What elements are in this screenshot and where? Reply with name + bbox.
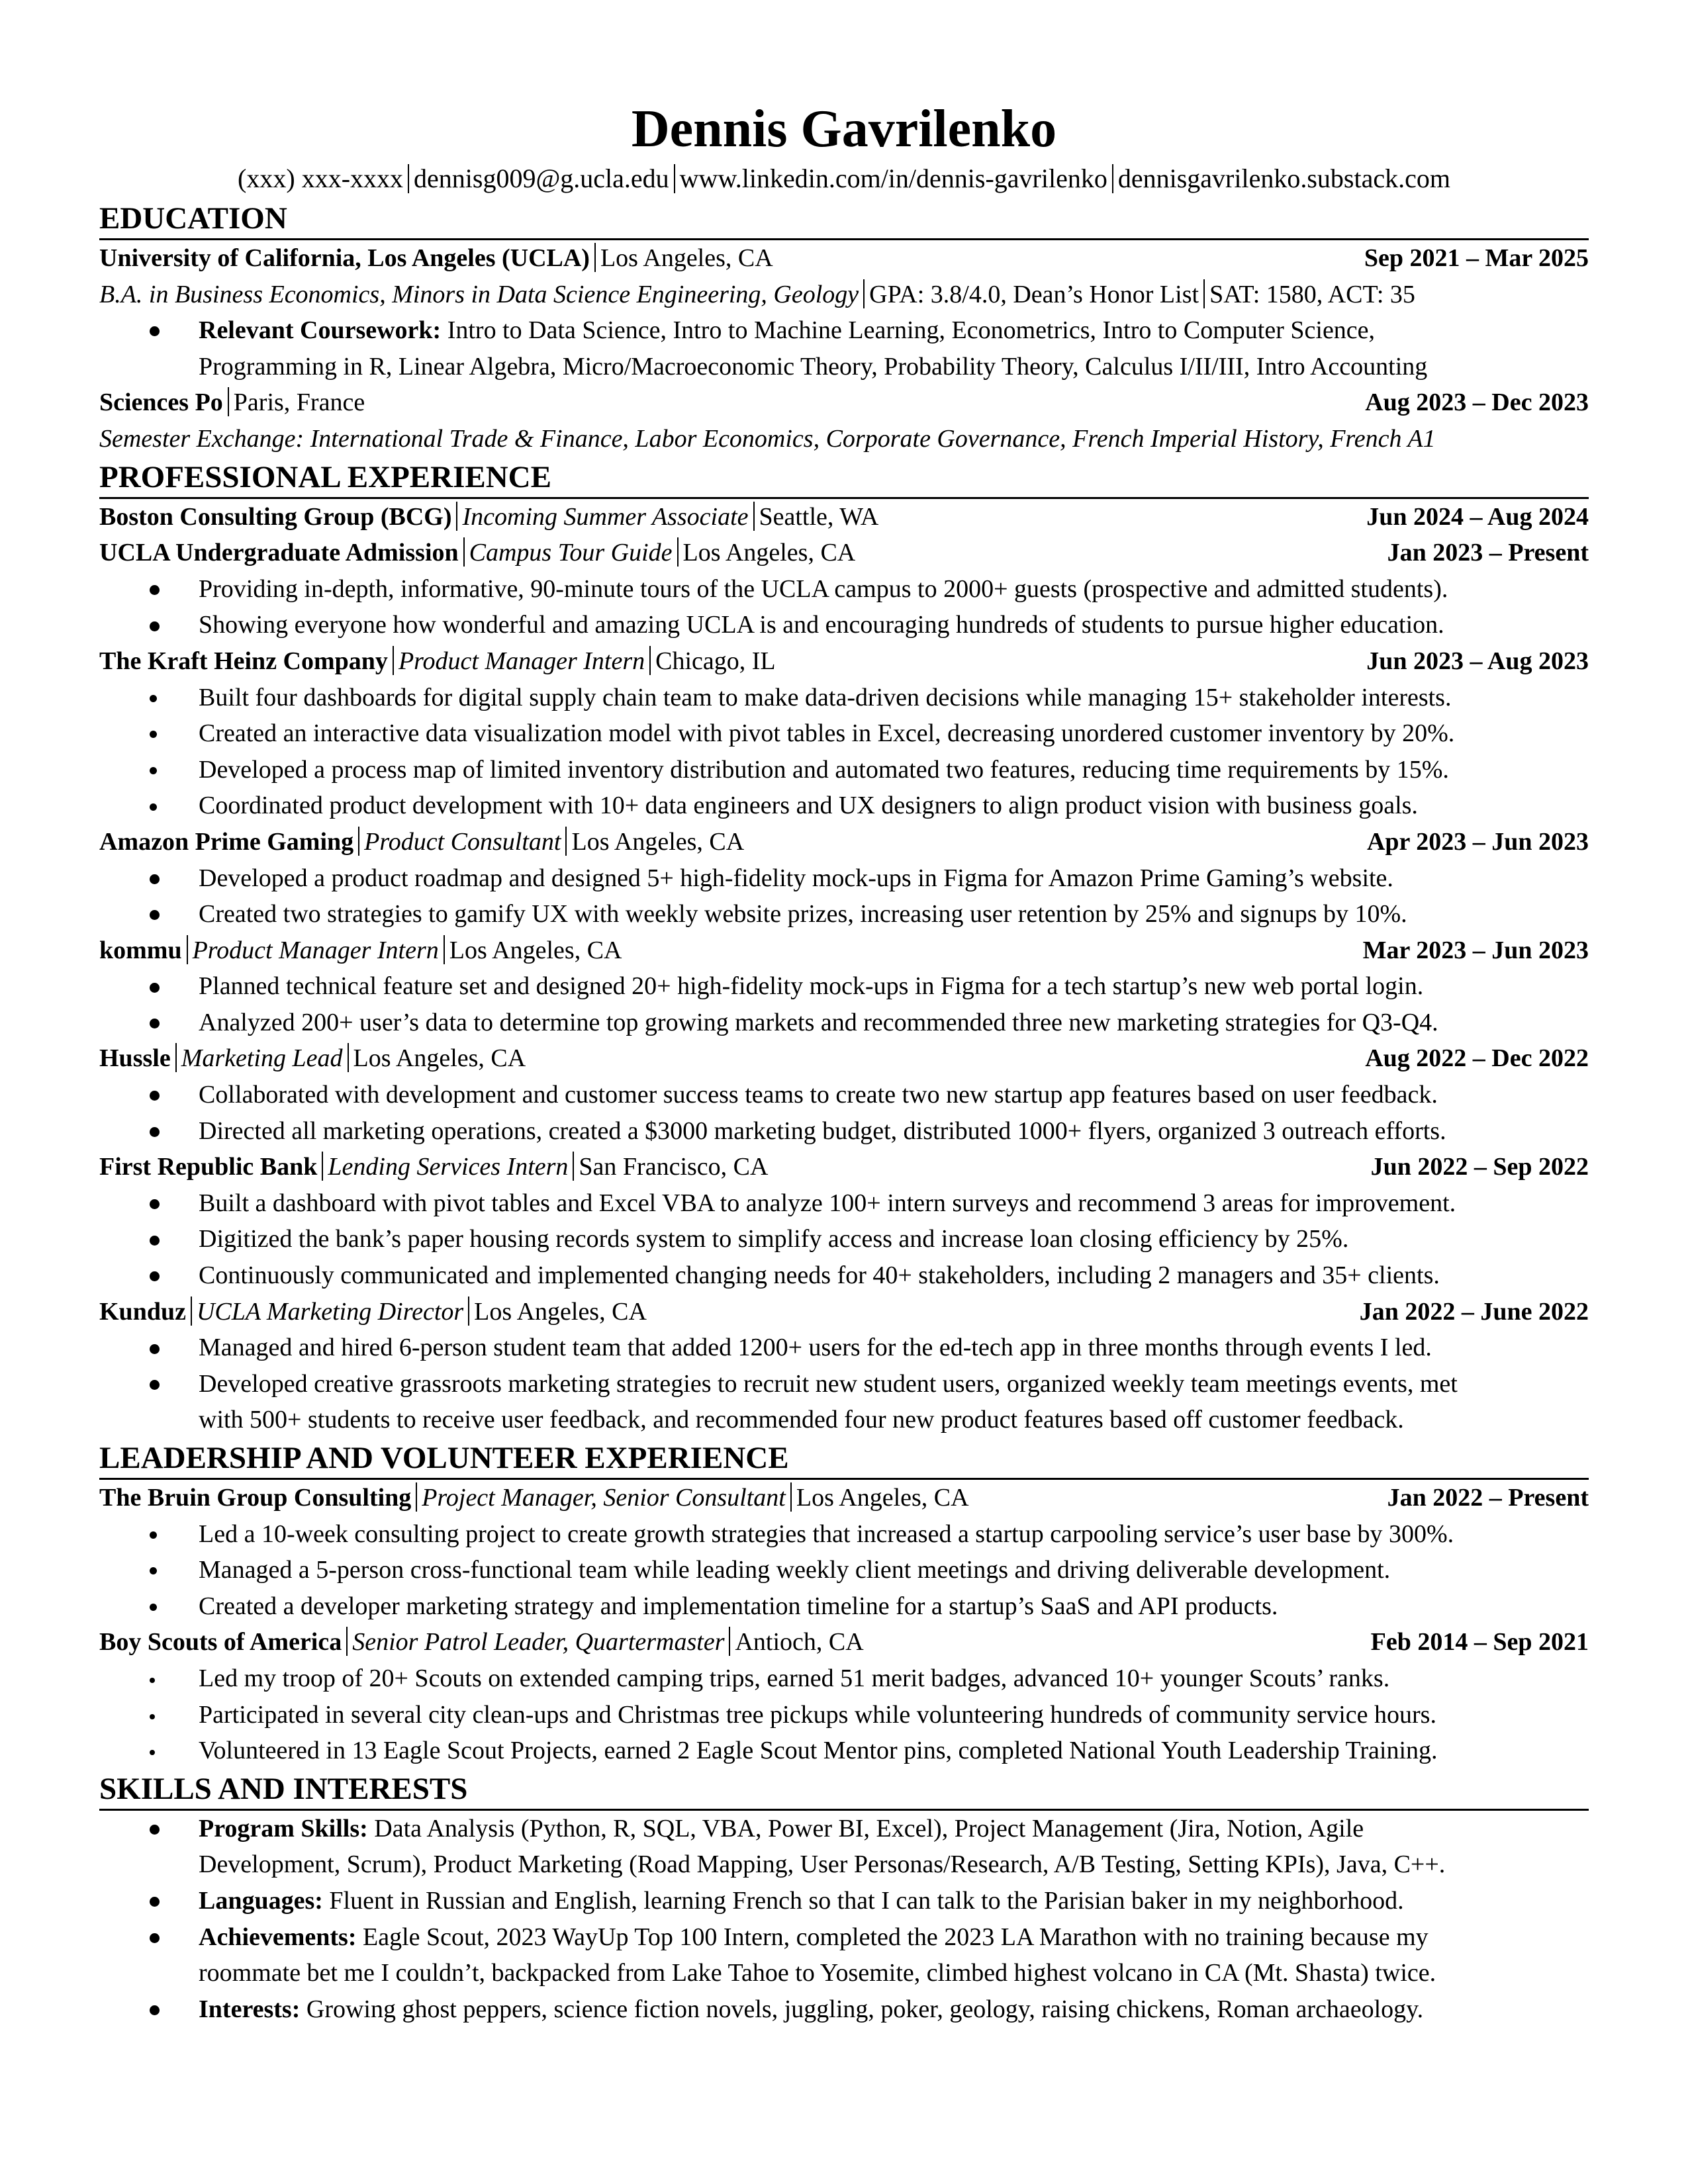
date-range: Feb 2014 – Sep 2021 — [1370, 1628, 1589, 1657]
bullet-item — [99, 1366, 1589, 1402]
bullet-icon — [150, 1531, 157, 1539]
bullet-item-continuation — [99, 1402, 1589, 1438]
organization-name: Boy Scouts of America — [99, 1628, 342, 1657]
substack-link[interactable]: dennisgavrilenko.substack.com — [1117, 163, 1450, 193]
section-heading: LEADERSHIP AND VOLUNTEER EXPERIENCE — [99, 1438, 1589, 1480]
gpa-honors: GPA: 3.8/4.0, Dean’s Honor List — [869, 280, 1199, 308]
separator — [790, 1482, 792, 1512]
bullet-text: Providing in-depth, informative, 90-minute tours of the UCLA campus to 2000+ guests (prospective and admitted students). — [199, 574, 1448, 603]
role-title: Lending Services Intern — [328, 1153, 569, 1181]
bullet-item — [99, 1005, 1589, 1041]
separator — [565, 827, 567, 856]
organization-name: The Bruin Group Consulting — [99, 1484, 412, 1512]
bullet-item — [99, 860, 1589, 897]
entry-title — [99, 1294, 647, 1330]
date-range: Jun 2024 – Aug 2024 — [1366, 502, 1589, 531]
resume-page — [99, 101, 1589, 2027]
separator — [463, 537, 465, 567]
bullet-text: Led a 10-week consulting project to create growth strategies that increased a startup carpooling service’s user base by 300%. — [199, 1520, 1454, 1548]
entry-header — [99, 1149, 1589, 1185]
date-range: Sep 2021 – Mar 2025 — [1364, 244, 1589, 272]
location: San Francisco, CA — [579, 1153, 769, 1181]
location: Los Angeles, CA — [353, 1044, 526, 1073]
bullet-icon — [150, 803, 157, 811]
separator — [348, 1043, 349, 1072]
separator — [408, 164, 409, 193]
bullet-item — [99, 1811, 1589, 1847]
separator — [1203, 279, 1205, 308]
bullet-item — [99, 1552, 1589, 1588]
bullet-text: Developed a process map of limited inventory distribution and automated two features, reducing time requirements by 15%. — [199, 755, 1449, 784]
bullet-icon — [150, 1344, 160, 1354]
section-heading: PROFESSIONAL EXPERIENCE — [99, 457, 1589, 499]
bullet-text: Collaborated with development and customer success teams to create two new startup app features based on user feedback. — [199, 1081, 1438, 1109]
bullet-icon — [150, 585, 160, 595]
separator — [1112, 164, 1113, 193]
entry-header — [99, 240, 1589, 277]
entry-header — [99, 643, 1589, 680]
section-skills-and-interests — [99, 1769, 1589, 2028]
separator — [444, 935, 445, 964]
organization-name: The Kraft Heinz Company — [99, 647, 388, 675]
bullet-item — [99, 680, 1589, 716]
organization-name: UCLA Undergraduate Admission — [99, 539, 459, 567]
bullet-item-continuation — [99, 349, 1589, 385]
bullet-text: Managed and hired 6-person student team that added 1200+ users for the ed-tech app in three months through events I led. — [199, 1334, 1432, 1362]
entry-header — [99, 1480, 1589, 1516]
separator — [358, 827, 359, 856]
bullet-text: Developed creative grassroots marketing strategies to recruit new student users, organized weekly team meetings events, met — [199, 1369, 1458, 1398]
date-range: Jan 2022 – June 2022 — [1359, 1297, 1589, 1326]
test-scores: SAT: 1580, ACT: 35 — [1209, 280, 1415, 308]
organization-name: First Republic Bank — [99, 1153, 318, 1181]
bullet-text: Data Analysis (Python, R, SQL, VBA, Power BI, Excel), Project Management (Jira, Notion, Agile — [374, 1814, 1364, 1843]
location: Los Angeles, CA — [474, 1297, 647, 1326]
organization-name: University of California, Los Angeles (UCLA) — [99, 244, 590, 272]
entry-title — [99, 824, 744, 860]
date-range: Jun 2023 – Aug 2023 — [1366, 647, 1589, 675]
bullet-icon — [150, 326, 160, 336]
role-title: Campus Tour Guide — [469, 539, 673, 567]
separator — [468, 1297, 469, 1326]
bullet-item — [99, 1588, 1589, 1625]
entry-title — [99, 240, 773, 277]
separator — [228, 387, 229, 416]
bullet-label: Relevant Coursework: — [199, 316, 442, 345]
location: Los Angeles, CA — [449, 936, 622, 964]
section-heading: SKILLS AND INTERESTS — [99, 1769, 1589, 1811]
bullet-text: with 500+ students to receive user feedback, and recommended four new product features based off customer feedback. — [199, 1406, 1404, 1434]
bullet-text: Built a dashboard with pivot tables and Excel VBA to analyze 100+ intern surveys and recommend 3 areas for improvement. — [199, 1189, 1456, 1217]
bullet-item — [99, 788, 1589, 824]
date-range: Apr 2023 – Jun 2023 — [1366, 827, 1589, 856]
location: Los Angeles, CA — [571, 827, 745, 856]
entry-header — [99, 385, 1589, 421]
date-range: Jun 2022 – Sep 2022 — [1370, 1153, 1589, 1181]
bullet-text: Showing everyone how wonderful and amazing UCLA is and encouraging hundreds of students to pursue higher education. — [199, 611, 1444, 639]
entry-header — [99, 824, 1589, 860]
entry-title — [99, 933, 622, 969]
bullet-text: Planned technical feature set and designed 20+ high-fidelity mock-ups in Figma for a tech startup’s new web portal login. — [199, 972, 1424, 1001]
separator — [456, 502, 457, 531]
role-title: Incoming Summer Associate — [462, 502, 749, 531]
bullet-icon — [150, 1714, 155, 1719]
date-range: Mar 2023 – Jun 2023 — [1362, 936, 1589, 964]
bullet-item — [99, 312, 1589, 349]
separator — [187, 935, 188, 964]
entry-title — [99, 535, 855, 571]
separator — [322, 1152, 323, 1181]
date-range: Aug 2022 – Dec 2022 — [1365, 1044, 1589, 1073]
date-range: Jan 2022 – Present — [1387, 1484, 1589, 1512]
bullet-item — [99, 1185, 1589, 1222]
location: Paris, France — [233, 388, 365, 417]
bullet-item — [99, 1697, 1589, 1733]
section-professional-experience — [99, 457, 1589, 1438]
bullet-text: Digitized the bank’s paper housing records system to simplify access and increase loan closing efficiency by 25%. — [199, 1225, 1349, 1253]
separator — [346, 1627, 348, 1656]
bullet-label: Achievements: — [199, 1923, 357, 1951]
email-link[interactable]: dennisg009@g.ucla.edu — [414, 163, 669, 193]
entry-header — [99, 1040, 1589, 1077]
bullet-icon — [150, 621, 160, 631]
entry-subtitle — [99, 421, 1589, 457]
bullet-label: Languages: — [199, 1886, 323, 1915]
bullet-item — [99, 1661, 1589, 1697]
bullet-item — [99, 1257, 1589, 1294]
organization-name: Sciences Po — [99, 388, 223, 417]
bullet-text: Programming in R, Linear Algebra, Micro/Macroeconomic Theory, Probability Theory, Calculus I/II/III, Intro Accounting — [199, 352, 1428, 381]
bullet-text: Volunteered in 13 Eagle Scout Projects, earned 2 Eagle Scout Mentor pins, completed National Youth Leadership Training. — [199, 1737, 1438, 1765]
phone-number: (xxx) xxx-xxxx — [238, 163, 404, 193]
separator — [175, 1043, 177, 1072]
separator — [729, 1627, 730, 1656]
separator — [393, 646, 394, 675]
bullet-icon — [150, 983, 160, 993]
role-title: Product Consultant — [364, 827, 561, 856]
bullet-label: Program Skills: — [199, 1814, 368, 1843]
section-leadership-and-volunteer-experience — [99, 1438, 1589, 1769]
role-title: Senior Patrol Leader, Quartermaster — [352, 1628, 725, 1657]
entry-subtitle — [99, 277, 1589, 313]
separator — [416, 1482, 417, 1512]
bullet-item-continuation — [99, 1955, 1589, 1991]
separator — [191, 1297, 192, 1326]
organization-name: Boston Consulting Group (BCG) — [99, 502, 452, 531]
entry-header — [99, 1294, 1589, 1330]
degree-details: Semester Exchange: International Trade & Finance, Labor Economics, Corporate Governance, French Imperial History, French A1 — [99, 424, 1436, 453]
bullet-text: Directed all marketing operations, created a $3000 marketing budget, distributed 1000+ flyers, organized 3 outreach efforts. — [199, 1116, 1446, 1145]
organization-name: Hussle — [99, 1044, 171, 1073]
linkedin-link[interactable]: www.linkedin.com/in/dennis-gavrilenko — [679, 163, 1107, 193]
location: Seattle, WA — [759, 502, 879, 531]
bullet-text: Continuously communicated and implemented changing needs for 40+ stakeholders, including 2 managers and 35+ clients. — [199, 1261, 1440, 1290]
entry-header — [99, 1624, 1589, 1661]
candidate-name: Dennis Gavrilenko — [631, 100, 1057, 158]
entry-title — [99, 1149, 768, 1185]
role-title: Product Manager Intern — [398, 647, 645, 675]
bullet-icon — [150, 1380, 160, 1390]
bullet-item — [99, 1919, 1589, 1956]
bullet-icon — [150, 695, 157, 702]
entry-title — [99, 643, 776, 680]
bullet-item — [99, 1733, 1589, 1769]
role-title: Project Manager, Senior Consultant — [422, 1484, 786, 1512]
entry-header — [99, 535, 1589, 571]
entry-header — [99, 933, 1589, 969]
bullet-icon — [150, 1199, 160, 1209]
bullet-item — [99, 1883, 1589, 1919]
role-title: Product Manager Intern — [192, 936, 439, 964]
bullet-item — [99, 1113, 1589, 1150]
organization-name: Amazon Prime Gaming — [99, 827, 354, 856]
date-range: Jan 2023 – Present — [1387, 539, 1589, 567]
bullet-text: Built four dashboards for digital supply chain team to make data-driven decisions while managing 15+ stakeholder interests. — [199, 683, 1452, 711]
bullet-icon — [150, 1567, 157, 1574]
location: Los Angeles, CA — [600, 244, 773, 272]
bullet-icon — [150, 767, 157, 774]
bullet-text: Developed a product roadmap and designed 5+ high-fidelity mock-ups in Figma for Amazon Prime Gaming’s website. — [199, 864, 1393, 892]
bullet-icon — [150, 1091, 160, 1101]
degree-details: B.A. in Business Economics, Minors in Data Science Engineering, Geology — [99, 280, 859, 308]
bullet-icon — [150, 1897, 160, 1907]
bullet-item — [99, 1221, 1589, 1257]
bullet-item — [99, 896, 1589, 933]
bullet-text: Analyzed 200+ user’s data to determine top growing markets and recommended three new marketing strategies for Q3-Q4. — [199, 1008, 1438, 1036]
bullet-icon — [150, 1750, 155, 1755]
bullet-icon — [150, 874, 160, 884]
bullet-icon — [150, 2005, 160, 2015]
bullet-text: Fluent in Russian and English, learning French so that I can talk to the Parisian baker in my neighborhood. — [329, 1886, 1404, 1915]
bullet-item — [99, 715, 1589, 752]
bullet-text: Eagle Scout, 2023 WayUp Top 100 Intern, completed the 2023 LA Marathon with no training because my — [362, 1923, 1429, 1951]
bullet-icon — [150, 1271, 160, 1281]
bullet-icon — [150, 1236, 160, 1246]
separator — [674, 164, 675, 193]
separator — [649, 646, 651, 675]
entry-title — [99, 1624, 864, 1661]
bullet-text: roommate bet me I couldn’t, backpacked from Lake Tahoe to Yosemite, climbed highest volcano in CA (Mt. Shasta) twice. — [199, 1959, 1436, 1987]
date-range: Aug 2023 – Dec 2023 — [1365, 388, 1589, 417]
bullet-text: Created a developer marketing strategy and implementation timeline for a startup’s SaaS and API products. — [199, 1592, 1278, 1620]
bullet-item — [99, 1077, 1589, 1113]
organization-name: Kunduz — [99, 1297, 186, 1326]
location: Antioch, CA — [735, 1628, 864, 1657]
bullet-item — [99, 1516, 1589, 1553]
entry-title — [99, 1480, 969, 1516]
bullet-item — [99, 968, 1589, 1005]
bullet-text: Development, Scrum), Product Marketing (Road Mapping, User Personas/Research, A/B Testing, Setting KPIs), Java, C++. — [199, 1850, 1446, 1879]
role-title: UCLA Marketing Director — [196, 1297, 464, 1326]
organization-name: kommu — [99, 936, 182, 964]
bullet-icon — [150, 1678, 155, 1683]
location: Los Angeles, CA — [682, 539, 856, 567]
bullet-icon — [150, 1019, 160, 1028]
location: Los Angeles, CA — [796, 1484, 969, 1512]
role-title: Marketing Lead — [181, 1044, 343, 1073]
section-education — [99, 199, 1589, 457]
bullet-item — [99, 607, 1589, 643]
bullet-icon — [150, 1127, 160, 1137]
contact-line — [99, 159, 1589, 199]
bullet-icon — [150, 1825, 160, 1835]
entry-title — [99, 1040, 526, 1077]
section-heading: EDUCATION — [99, 199, 1589, 240]
bullet-text: Led my troop of 20+ Scouts on extended camping trips, earned 51 merit badges, advanced 10+ younger Scouts’ ranks. — [199, 1664, 1390, 1692]
bullet-text: Created two strategies to gamify UX with weekly website prizes, increasing user retention by 25% and signups by 10%. — [199, 900, 1407, 929]
bullet-item — [99, 752, 1589, 788]
bullet-label: Interests: — [199, 1995, 301, 2023]
bullet-item — [99, 1991, 1589, 2028]
entry-title — [99, 499, 878, 535]
bullet-icon — [150, 731, 157, 738]
bullet-item — [99, 571, 1589, 608]
separator — [753, 502, 755, 531]
bullet-text: Coordinated product development with 10+ data engineers and UX designers to align product vision with business goals. — [199, 792, 1418, 820]
bullet-icon — [150, 910, 160, 920]
bullet-text: Growing ghost peppers, science fiction novels, juggling, poker, geology, raising chickens, Roman archaeology. — [306, 1995, 1424, 2023]
bullet-icon — [150, 1604, 157, 1611]
bullet-item-continuation — [99, 1846, 1589, 1883]
bullet-item — [99, 1330, 1589, 1366]
separator — [573, 1152, 574, 1181]
bullet-text: Managed a 5-person cross-functional team while leading weekly client meetings and driving deliverable development. — [199, 1556, 1391, 1584]
bullet-text: Intro to Data Science, Intro to Machine Learning, Econometrics, Intro to Computer Science, — [447, 316, 1376, 345]
entry-title — [99, 385, 365, 421]
bullet-text: Participated in several city clean-ups and Christmas tree pickups while volunteering hundreds of community service hours. — [199, 1700, 1436, 1729]
location: Chicago, IL — [655, 647, 776, 675]
bullet-icon — [150, 1933, 160, 1943]
separator — [677, 537, 679, 567]
bullet-text: Created an interactive data visualization model with pivot tables in Excel, decreasing unordered customer inventory by 20%. — [199, 719, 1455, 748]
entry-header — [99, 499, 1589, 535]
separator — [863, 279, 865, 308]
resume-sections — [99, 199, 1589, 2027]
separator — [594, 243, 596, 272]
